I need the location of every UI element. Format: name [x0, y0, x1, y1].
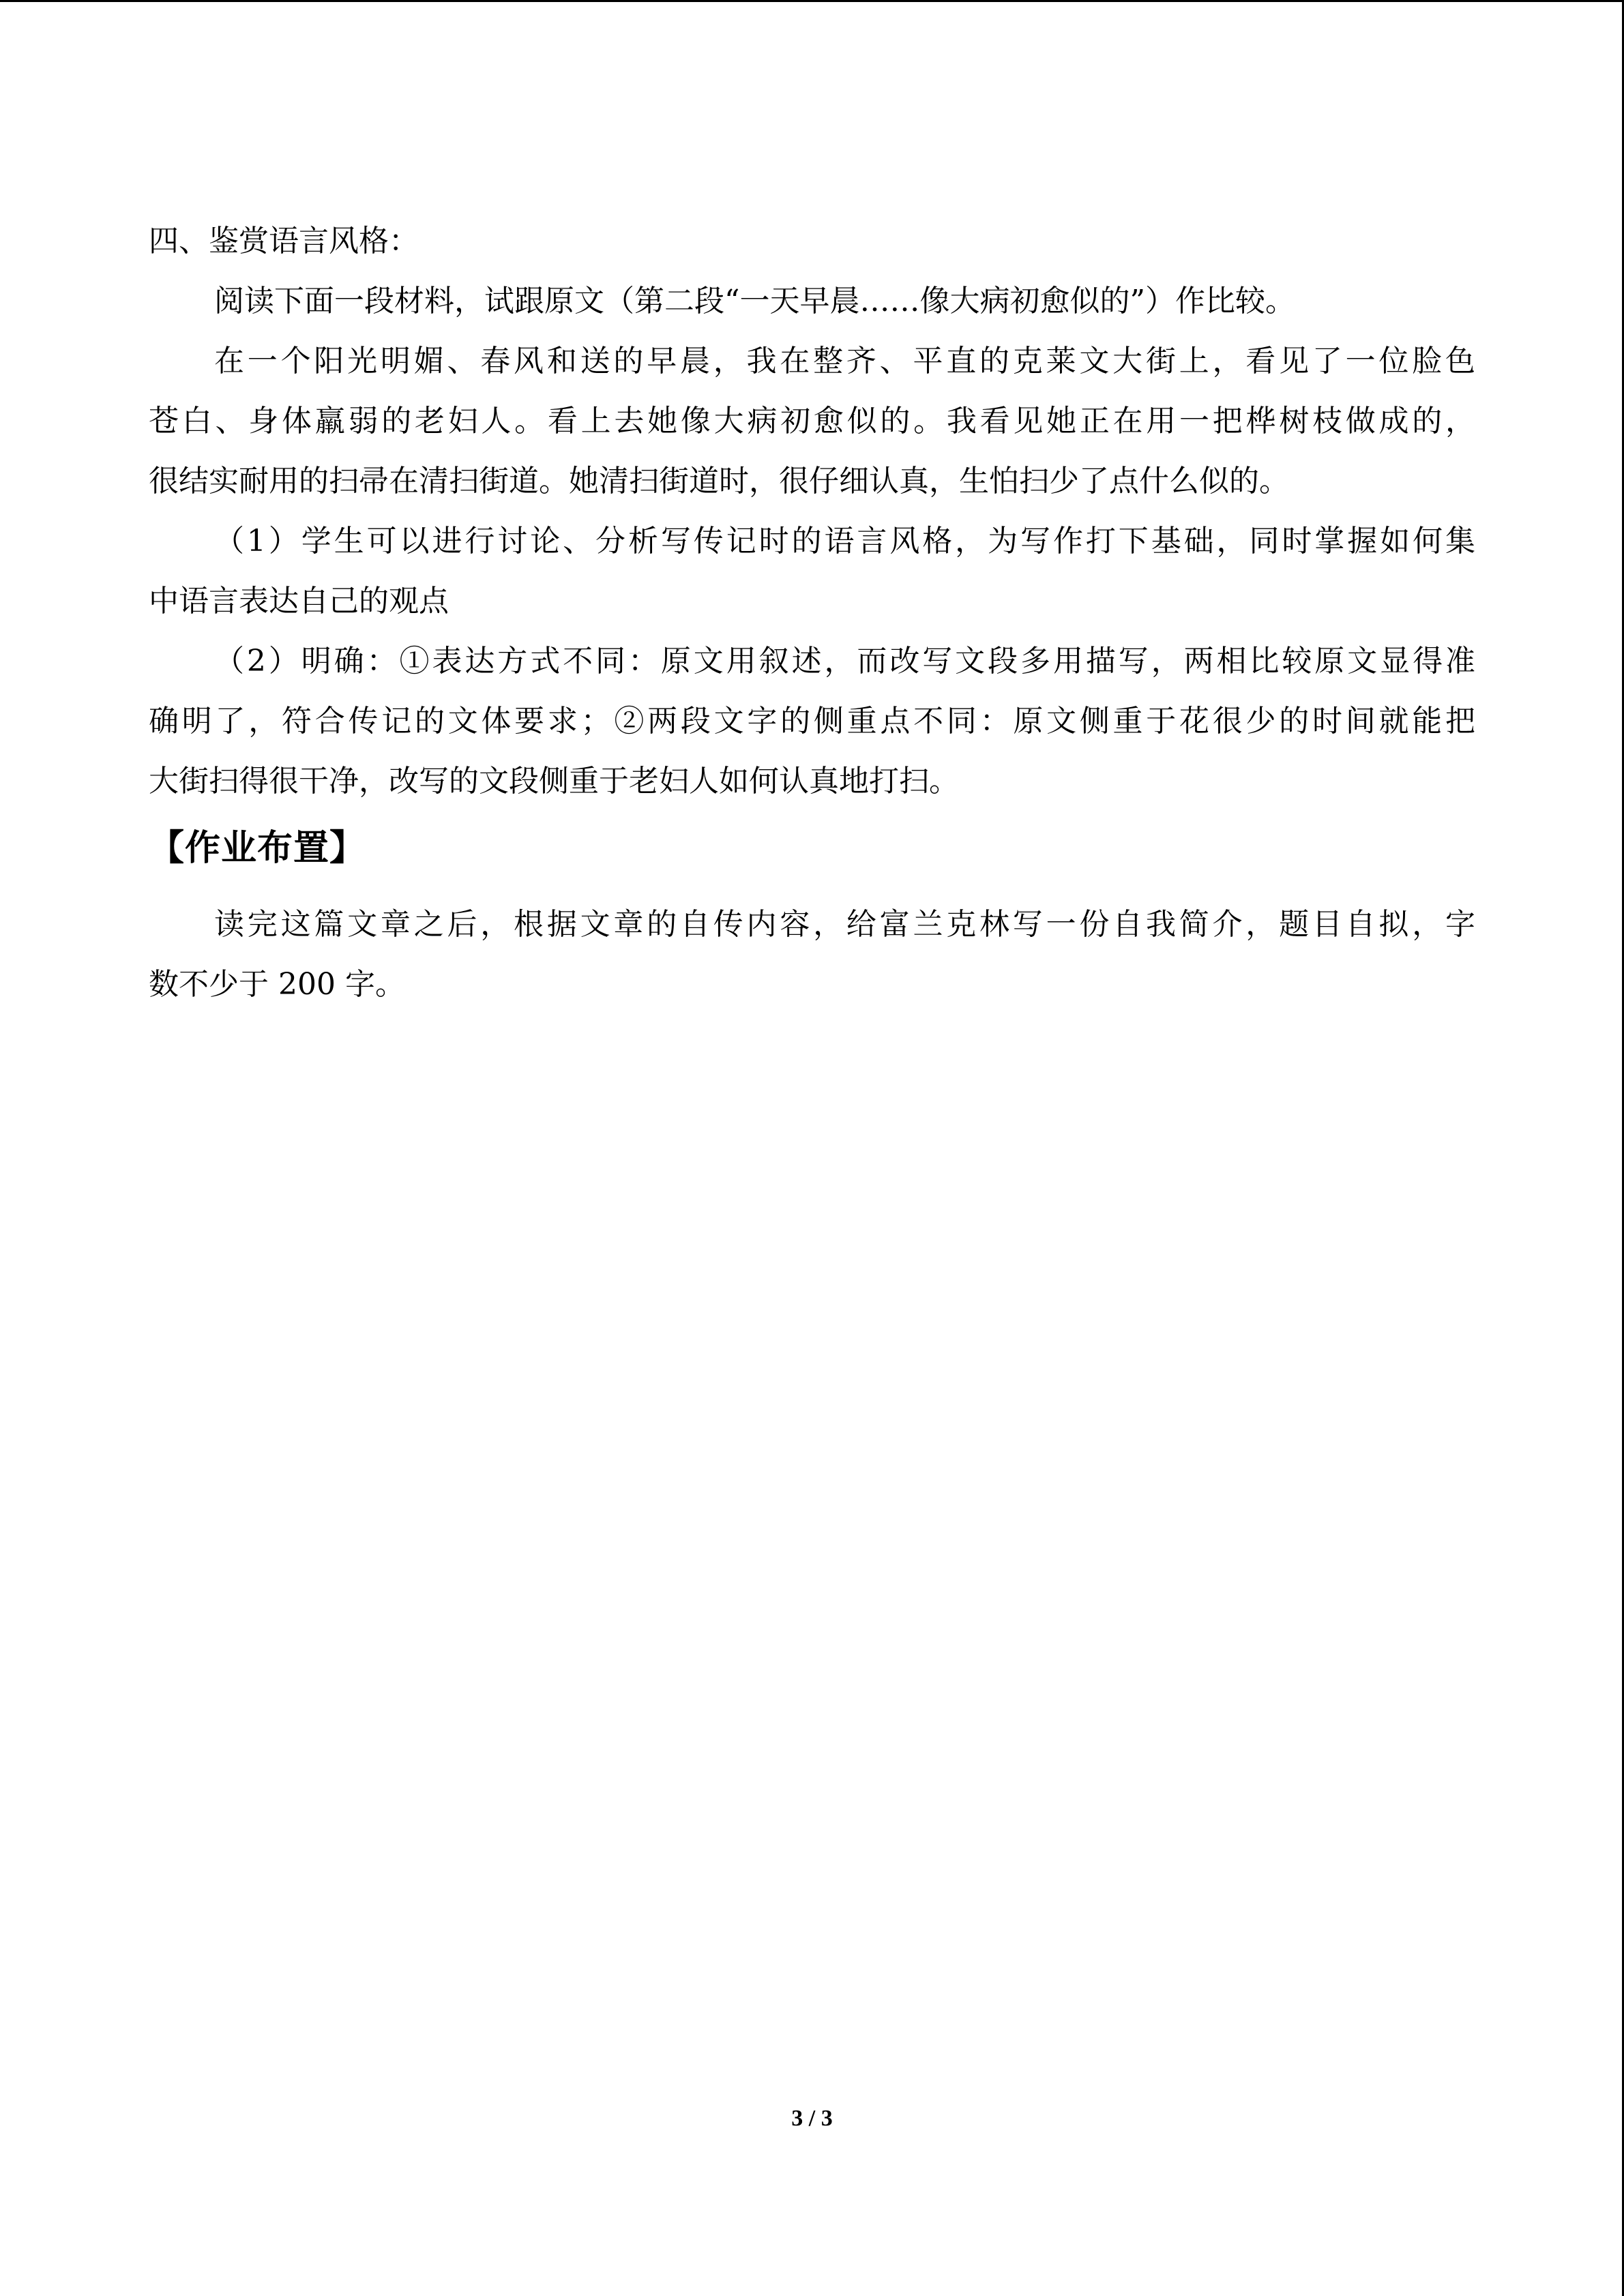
point-2-line: 大街扫得很干净，改写的文段侧重于老妇人如何认真地打扫。: [149, 764, 959, 799]
point-1-line: （1）学生可以进行讨论、分析写传记时的语言风格，为写作打下基础，同时掌握如何集: [214, 524, 1475, 558]
page-number: 3 / 3: [791, 2106, 833, 2131]
document-body: [149, 211, 1475, 1015]
intro-line: 阅读下面一段材料，试跟原文（第二段“一天早晨……像大病初愈似的”）作比较。: [214, 284, 1295, 318]
passage-paragraph: [149, 331, 1475, 511]
point-1-paragraph: [149, 511, 1475, 631]
passage-line: 很结实耐用的扫帚在清扫街道。她清扫街道时，很仔细认真，生怕扫少了点什么似的。: [149, 464, 1289, 498]
point-1-line: 中语言表达自己的观点: [149, 584, 449, 618]
point-2-paragraph: [149, 631, 1475, 811]
homework-line: 读完这篇文章之后，根据文章的自传内容，给富兰克林写一份自我简介，题目自拟，字: [214, 907, 1475, 942]
section-heading: 四、鉴赏语言风格：: [149, 224, 419, 258]
point-2-line: 确明了，符合传记的文体要求；②两段文字的侧重点不同：原文侧重于花很少的时间就能把: [149, 704, 1475, 739]
homework-line: 数不少于 200 字。: [149, 967, 405, 1002]
passage-line: 苍白、身体羸弱的老妇人。看上去她像大病初愈似的。我看见她正在用一把桦树枝做成的，: [149, 404, 1475, 438]
passage-line: 在一个阳光明媚、春风和送的早晨，我在整齐、平直的克莱文大街上，看见了一位脸色: [214, 344, 1475, 378]
point-2-line: （2）明确：①表达方式不同：原文用叙述，而改写文段多用描写，两相比较原文显得准: [214, 644, 1475, 679]
homework-heading: 【作业布置】: [149, 828, 366, 869]
page-border-top: [0, 0, 1624, 2]
homework-paragraph: [149, 895, 1475, 1015]
